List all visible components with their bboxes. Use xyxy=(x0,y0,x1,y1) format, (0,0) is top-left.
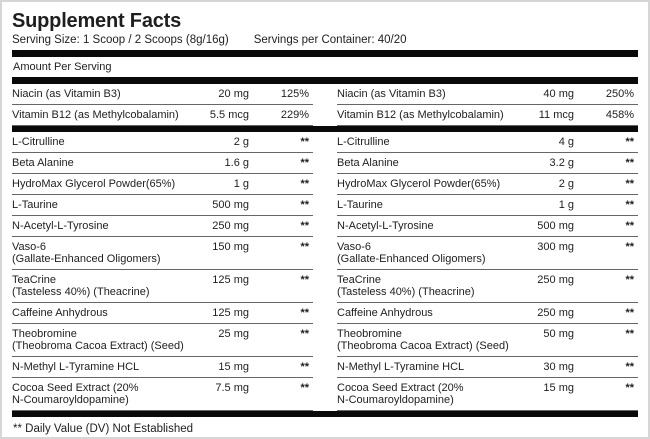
ingredient-name-line2: (Theobroma Cacoa Extract) (Seed) xyxy=(337,340,509,352)
amount-value-1scoop: 250 mg xyxy=(212,220,249,232)
daily-value-2scoop: ** xyxy=(625,274,634,286)
ingredient-name xyxy=(12,241,185,265)
daily-value-1scoop: ** xyxy=(300,220,309,232)
amount-per-serving-header: Amount Per Serving xyxy=(13,61,112,73)
daily-value-1scoop: ** xyxy=(300,199,309,211)
facts-table-body xyxy=(12,84,638,417)
serving-size-text: Serving Size: 1 Scoop / 2 Scoops (8g/16g) xyxy=(12,34,229,46)
daily-value-2scoop: 250% xyxy=(605,88,634,100)
row-left-serving-cells xyxy=(12,132,313,153)
ingredient-name xyxy=(337,178,510,190)
ingredient-name-line1: Niacin (as Vitamin B3) xyxy=(337,88,446,100)
table-row xyxy=(12,132,638,153)
daily-value-1scoop: ** xyxy=(300,328,309,340)
table-row xyxy=(12,303,638,324)
ingredient-name-line2: (Tasteless 40%) (Theacrine) xyxy=(12,286,150,298)
row-left-serving-cells xyxy=(12,237,313,270)
daily-value-1scoop: ** xyxy=(300,157,309,169)
ingredient-name-line1: N-Methyl L-Tyramine HCL xyxy=(12,361,140,373)
daily-value-2scoop: ** xyxy=(625,199,634,211)
ingredient-name-line1: Beta Alanine xyxy=(12,157,74,169)
amount-value-2scoop: 500 mg xyxy=(537,220,574,232)
ingredient-name xyxy=(337,361,510,373)
daily-value-1scoop: 229% xyxy=(280,109,309,121)
amount-value-2scoop: 30 mg xyxy=(543,361,574,373)
daily-value-2scoop: ** xyxy=(625,307,634,319)
daily-value-1scoop: ** xyxy=(300,307,309,319)
ingredient-name xyxy=(12,307,185,319)
ingredient-name-line2: (Tasteless 40%) (Theacrine) xyxy=(337,286,475,298)
amount-value-1scoop: 7.5 mg xyxy=(215,382,249,394)
ingredient-name xyxy=(12,88,185,100)
row-right-serving-cells xyxy=(337,303,638,324)
row-left-serving-cells xyxy=(12,357,313,378)
ingredient-name xyxy=(337,157,510,169)
row-right-serving-cells xyxy=(337,84,638,105)
ingredient-name xyxy=(337,199,510,211)
ingredient-name xyxy=(337,274,510,298)
ingredient-name-line1: Vaso-6 xyxy=(12,241,47,253)
ingredient-name-line1: Caffeine Anhydrous xyxy=(12,307,108,319)
daily-value-2scoop: ** xyxy=(625,136,634,148)
ingredient-name xyxy=(12,136,185,148)
row-left-serving-cells xyxy=(12,270,313,303)
ingredient-name-line1: HydroMax Glycerol Powder(65%) xyxy=(12,178,176,190)
table-row xyxy=(12,216,638,237)
amount-value-2scoop: 11 mcg xyxy=(538,109,574,121)
ingredient-name xyxy=(337,307,510,319)
daily-value-1scoop: ** xyxy=(300,382,309,394)
row-left-serving-cells xyxy=(12,195,313,216)
daily-value-2scoop: ** xyxy=(625,382,634,394)
ingredient-name xyxy=(12,274,185,298)
ingredient-name-line1: Theobromine xyxy=(12,328,77,340)
ingredient-name-line1: N-Methyl L-Tyramine HCL xyxy=(337,361,465,373)
ingredient-name xyxy=(337,241,510,265)
daily-value-1scoop: ** xyxy=(300,274,309,286)
ingredient-name-line1: L-Taurine xyxy=(12,199,58,211)
amount-value-1scoop: 125 mg xyxy=(212,274,249,286)
row-right-serving-cells xyxy=(337,105,638,126)
daily-value-2scoop: ** xyxy=(625,157,634,169)
amount-value-2scoop: 50 mg xyxy=(543,328,574,340)
row-right-serving-cells xyxy=(337,324,638,357)
ingredient-name-line1: L-Taurine xyxy=(337,199,383,211)
table-row xyxy=(12,324,638,357)
amount-value-2scoop: 3.2 g xyxy=(549,157,574,169)
ingredient-name-line2: N-Coumaroyldopamine) xyxy=(12,394,129,406)
amount-value-2scoop: 250 mg xyxy=(537,274,574,286)
ingredient-name-line1: Vitamin B12 (as Methylcobalamin) xyxy=(12,109,179,121)
daily-value-2scoop: ** xyxy=(625,241,634,253)
ingredient-name-line1: N-Acetyl-L-Tyrosine xyxy=(12,220,109,232)
ingredient-name xyxy=(337,328,510,352)
daily-value-2scoop: ** xyxy=(625,178,634,190)
daily-value-1scoop: 125% xyxy=(280,88,309,100)
row-left-serving-cells xyxy=(12,324,313,357)
ingredient-name-line1: Niacin (as Vitamin B3) xyxy=(12,88,121,100)
daily-value-2scoop: ** xyxy=(625,328,634,340)
table-row xyxy=(12,270,638,303)
table-row xyxy=(12,174,638,195)
servings-per-container-text: Servings per Container: 40/20 xyxy=(253,34,407,46)
ingredient-name-line2: (Gallate-Enhanced Oligomers) xyxy=(337,253,486,265)
table-row xyxy=(12,378,638,411)
row-right-serving-cells xyxy=(337,237,638,270)
row-right-serving-cells xyxy=(337,195,638,216)
ingredient-name-line1: N-Acetyl-L-Tyrosine xyxy=(337,220,434,232)
row-right-serving-cells xyxy=(337,357,638,378)
daily-value-2scoop: ** xyxy=(625,220,634,232)
amount-header-divider-bar xyxy=(12,77,638,84)
amount-value-2scoop: 40 mg xyxy=(543,88,574,100)
row-left-serving-cells xyxy=(12,303,313,324)
row-right-serving-cells xyxy=(337,132,638,153)
ingredient-name-line2: (Gallate-Enhanced Oligomers) xyxy=(12,253,161,265)
ingredient-name-line1: Vaso-6 xyxy=(337,241,372,253)
row-right-serving-cells xyxy=(337,153,638,174)
amount-value-2scoop: 4 g xyxy=(558,136,574,148)
ingredient-name-line1: L-Citrulline xyxy=(337,136,390,148)
amount-value-2scoop: 1 g xyxy=(558,199,574,211)
ingredient-name-line1: Vitamin B12 (as Methylcobalamin) xyxy=(337,109,504,121)
table-row xyxy=(12,105,638,126)
serving-info xyxy=(12,34,638,47)
row-left-serving-cells xyxy=(12,105,313,126)
daily-value-1scoop: ** xyxy=(300,136,309,148)
daily-value-1scoop: ** xyxy=(300,241,309,253)
ingredient-name xyxy=(12,361,185,373)
amount-value-1scoop: 25 mg xyxy=(218,328,249,340)
amount-value-1scoop: 500 mg xyxy=(212,199,249,211)
row-right-serving-cells xyxy=(337,174,638,195)
amount-value-1scoop: 2 g xyxy=(233,136,249,148)
ingredient-name xyxy=(12,382,185,406)
ingredient-name-line1: TeaCrine xyxy=(337,274,382,286)
amount-value-2scoop: 2 g xyxy=(558,178,574,190)
ingredient-name-line1: Caffeine Anhydrous xyxy=(337,307,433,319)
amount-value-2scoop: 300 mg xyxy=(537,241,574,253)
ingredient-name xyxy=(337,382,510,406)
table-row xyxy=(12,84,638,105)
table-row xyxy=(12,357,638,378)
ingredient-name-line2: N-Coumaroyldopamine) xyxy=(337,394,454,406)
amount-value-1scoop: 1.6 g xyxy=(224,157,249,169)
table-row xyxy=(12,153,638,174)
amount-value-1scoop: 20 mg xyxy=(218,88,249,100)
daily-value-1scoop: ** xyxy=(300,178,309,190)
amount-value-1scoop: 1 g xyxy=(233,178,249,190)
ingredient-name-line1: Cocoa Seed Extract (20% xyxy=(12,382,139,394)
ingredient-name xyxy=(12,220,185,232)
row-left-serving-cells xyxy=(12,84,313,105)
daily-value-footnote: ** Daily Value (DV) Not Established xyxy=(13,423,194,435)
row-left-serving-cells xyxy=(12,216,313,237)
row-left-serving-cells xyxy=(12,378,313,411)
ingredient-name-line1: TeaCrine xyxy=(12,274,57,286)
ingredient-name-line1: L-Citrulline xyxy=(12,136,65,148)
amount-value-2scoop: 15 mg xyxy=(543,382,574,394)
ingredient-name-line2: (Theobroma Cacoa Extract) (Seed) xyxy=(12,340,184,352)
ingredient-name xyxy=(12,328,185,352)
row-right-serving-cells xyxy=(337,270,638,303)
table-row xyxy=(12,195,638,216)
row-right-serving-cells xyxy=(337,378,638,411)
ingredient-name xyxy=(337,109,510,121)
header-divider-bar xyxy=(12,50,638,57)
page-title: Supplement Facts xyxy=(12,10,182,32)
ingredient-name xyxy=(12,109,185,121)
ingredient-name xyxy=(337,220,510,232)
daily-value-2scoop: ** xyxy=(625,361,634,373)
table-row xyxy=(12,237,638,270)
ingredient-name xyxy=(12,178,185,190)
amount-value-1scoop: 125 mg xyxy=(212,307,249,319)
row-left-serving-cells xyxy=(12,174,313,195)
ingredient-name xyxy=(12,157,185,169)
ingredient-name-line1: Theobromine xyxy=(337,328,402,340)
ingredient-name-line1: Cocoa Seed Extract (20% xyxy=(337,382,464,394)
amount-value-1scoop: 5.5 mcg xyxy=(209,109,249,121)
amount-value-1scoop: 150 mg xyxy=(212,241,249,253)
amount-value-2scoop: 250 mg xyxy=(537,307,574,319)
ingredient-name xyxy=(337,88,510,100)
ingredient-name-line1: HydroMax Glycerol Powder(65%) xyxy=(337,178,501,190)
row-left-serving-cells xyxy=(12,153,313,174)
amount-value-1scoop: 15 mg xyxy=(218,361,249,373)
daily-value-1scoop: ** xyxy=(300,361,309,373)
ingredient-name xyxy=(337,136,510,148)
ingredient-name xyxy=(12,199,185,211)
ingredient-name-line1: Beta Alanine xyxy=(337,157,399,169)
daily-value-2scoop: 458% xyxy=(605,109,634,121)
row-right-serving-cells xyxy=(337,216,638,237)
